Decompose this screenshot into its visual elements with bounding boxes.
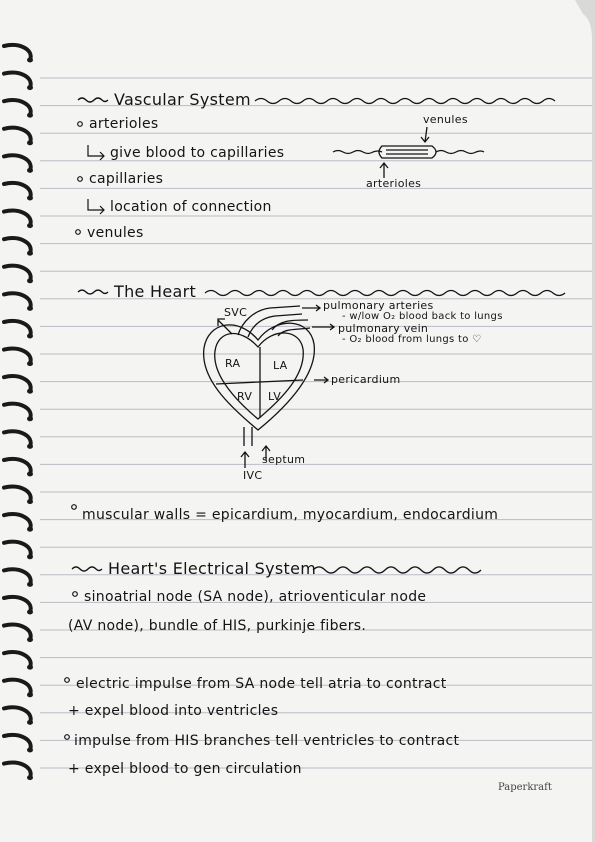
subnote-give-blood: give blood to capillaries <box>110 145 285 161</box>
chamber-la: LA <box>273 359 288 372</box>
note-muscular-walls: muscular walls = epicardium, myocardium, endocardium <box>82 507 499 523</box>
section-title-vascular: Vascular System <box>114 90 251 109</box>
bullet-arterioles: arterioles <box>89 116 159 132</box>
heart-label-pulmonary-arteries: pulmonary arteries <box>323 299 434 312</box>
subnote-location: location of connection <box>110 199 272 215</box>
heart-label-svc: SVC <box>224 306 248 319</box>
electrical-line-1: sinoatrial node (SA node), atrioventicular node <box>84 589 427 605</box>
brand-logo: Paperkraft <box>498 782 552 793</box>
section-title-electrical: Heart's Electrical System <box>108 559 317 578</box>
electrical-line-6: + expel blood to gen circulation <box>68 761 302 777</box>
heart-label-pericardium: pericardium <box>331 373 401 386</box>
chamber-ra: RA <box>225 357 241 370</box>
electrical-line-3: electric impulse from SA node tell atria to contract <box>76 676 447 692</box>
heart-label-ivc: IVC <box>243 469 263 482</box>
bullet-venules: venules <box>87 225 144 241</box>
diagram-label-venules: venules <box>423 113 468 126</box>
chamber-rv: RV <box>237 390 253 403</box>
chamber-lv: LV <box>268 390 282 403</box>
electrical-line-5: impulse from HIS branches tell ventricles to contract <box>74 733 460 749</box>
heart-note-pulmonary-arteries: - w/low O₂ blood back to lungs <box>342 311 503 322</box>
diagram-label-arterioles: arterioles <box>366 177 422 190</box>
bullet-capillaries: capillaries <box>89 171 164 187</box>
section-title-heart: The Heart <box>114 282 197 301</box>
heart-label-septum: septum <box>262 453 306 466</box>
heart-label-pulmonary-vein: pulmonary vein <box>338 322 429 335</box>
electrical-line-4: + expel blood into ventricles <box>68 703 279 719</box>
heart-note-pulmonary-vein: - O₂ blood from lungs to ♡ <box>342 334 482 345</box>
electrical-line-2: (AV node), bundle of HIS, purkinje fibers. <box>68 618 367 634</box>
